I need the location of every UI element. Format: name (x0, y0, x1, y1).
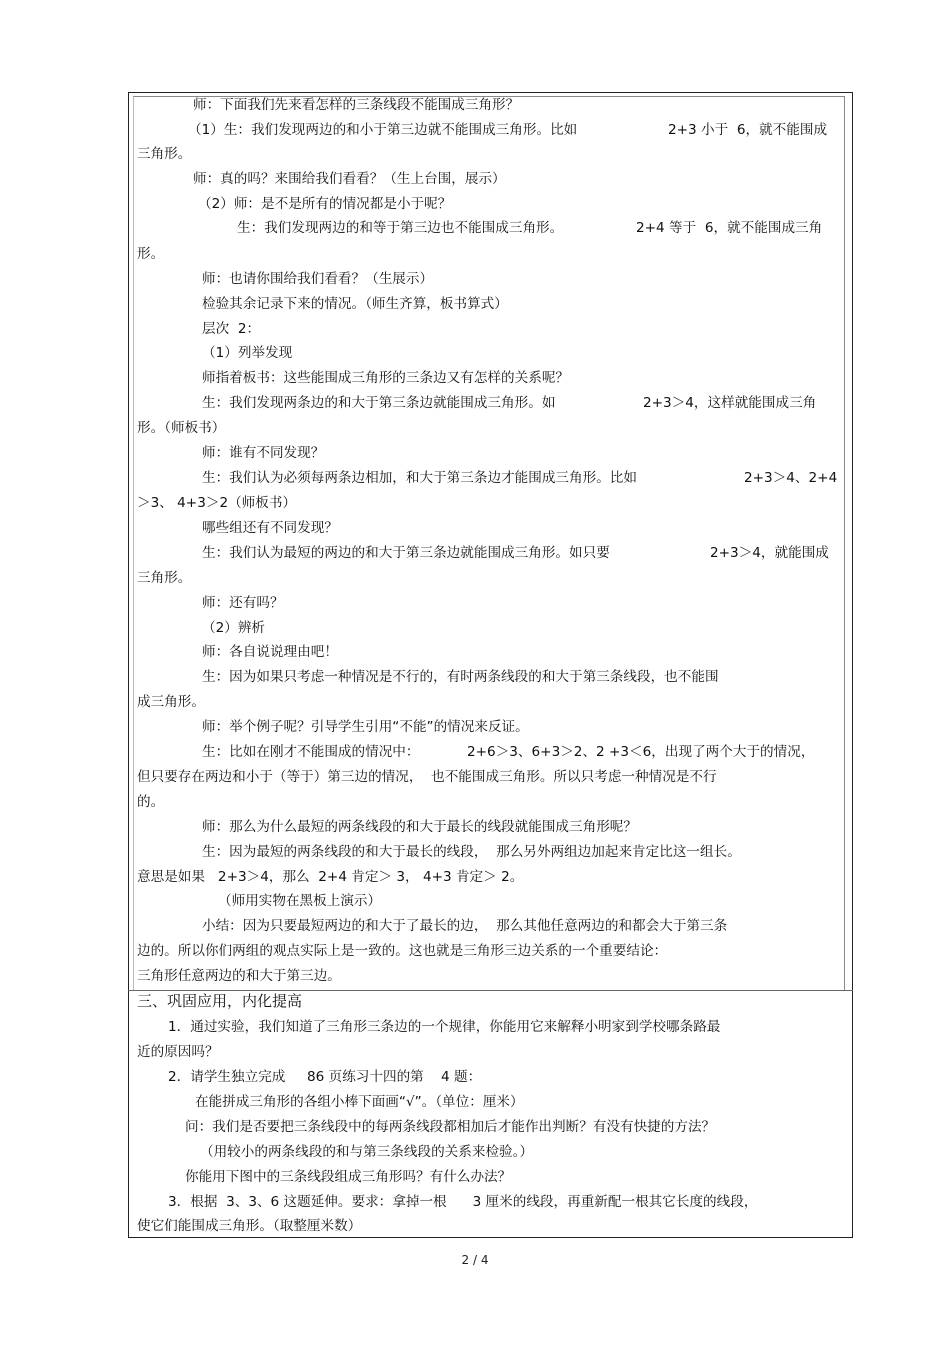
text-line: 2．请学生独立完成 86 页练习十四的第 4 题： (168, 1069, 482, 1085)
section-heading: 三、巩固应用，内化提高 (137, 992, 303, 1010)
text-line: 三角形。 (137, 570, 192, 586)
text-line: 师指着板书：这些能围成三角形的三条边又有怎样的关系呢？ (202, 370, 570, 386)
text-line: 2+3＞4、2+4 (744, 470, 838, 486)
text-line: 生：我们发现两条边的和大于第三条边就能围成三角形。如 (202, 395, 556, 411)
text-line: 在能拼成三角形的各组小棒下面画“√”。（单位：厘米） (195, 1094, 524, 1110)
text-line: 1．通过实验，我们知道了三角形三条边的一个规律，你能用它来解释小明家到学校哪条路最 (168, 1019, 721, 1035)
text-line: 哪些组还有不同发现？ (202, 520, 338, 536)
text-line: 三角形。 (137, 146, 192, 162)
text-line: 成三角形。 (137, 694, 205, 710)
text-line: 2+3 小于 6，就不能围成 (668, 122, 828, 138)
text-line: （2）师：是不是所有的情况都是小于呢？ (198, 196, 452, 212)
text-line: 2+6＞3、6+3＞2、2 +3＜6，出现了两个大于的情况， (467, 744, 815, 760)
text-line: 师：谁有不同发现？ (202, 445, 325, 461)
text-line: 形。 (137, 246, 165, 262)
text-line: 2+4 等于 6，就不能围成三角 (636, 220, 823, 236)
text-line: 生：我们认为必须每两条边相加，和大于第三条边才能围成三角形。比如 (202, 470, 637, 486)
text-line: 3．根据 3、3、6 这题延伸。要求：拿掉一根 3 厘米的线段，再重新配一根其它长度的线段， (168, 1194, 758, 1210)
text-line: （1）列举发现 (202, 345, 293, 361)
text-line: （师用实物在黑板上演示） (218, 893, 382, 909)
text-line: 师：真的吗？来围给我们看看？（生上台围，展示） (193, 171, 506, 187)
text-line: 师：那么为什么最短的两条线段的和大于最长的线段就能围成三角形呢？ (202, 819, 637, 835)
text-line: 师：举个例子呢？引导学生引用“不能”的情况来反证。 (202, 719, 529, 735)
text-line: 的。 (137, 794, 165, 810)
text-line: 2+3＞4，就能围成 (710, 545, 829, 561)
text-line: 意思是如果 2+3＞4，那么 2+4 肯定＞ 3， 4+3 肯定＞ 2。 (137, 869, 524, 885)
text-line: 使它们能围成三角形。（取整厘米数） (137, 1218, 362, 1234)
text-line: 师：还有吗？ (202, 595, 284, 611)
text-line: 形。（师板书） (137, 420, 226, 436)
text-line: 生：因为最短的两条线段的和大于最长的线段， 那么另外两组边加起来肯定比这一组长。 (202, 844, 741, 860)
text-line: 三角形任意两边的和大于第三边。 (137, 968, 341, 984)
text-line: 检验其余记录下来的情况。（师生齐算，板书算式） (202, 296, 508, 312)
text-line: 生：比如在刚才不能围成的情况中： (202, 744, 420, 760)
text-line: 层次 2： (202, 321, 261, 337)
text-line: （2）辨析 (202, 620, 266, 636)
text-line: 你能用下图中的三条线段组成三角形吗？有什么办法？ (185, 1169, 512, 1185)
text-line: 生：我们发现两边的和等于第三边也不能围成三角形。 (237, 220, 564, 236)
text-line: ＞3、 4+3＞2（师板书） (137, 495, 297, 511)
text-line: （用较小的两条线段的和与第三条线段的关系来检验。） (200, 1144, 534, 1160)
text-line: 生：因为如果只考虑一种情况是不行的，有时两条线段的和大于第三条线段，也不能围 (202, 669, 719, 685)
text-line: 2+3＞4，这样就能围成三角 (643, 395, 817, 411)
text-line: 生：我们认为最短的两边的和大于第三条边就能围成三角形。如只要 (202, 545, 610, 561)
text-line: 但只要存在两边和小于（等于）第三边的情况， 也不能围成三角形。所以只考虑一种情况是不行 (137, 769, 717, 785)
text-line: 边的。所以你们两组的观点实际上是一致的。这也就是三角形三边关系的一个重要结论： (137, 943, 668, 959)
text-line: （1）生：我们发现两边的和小于第三边就不能围成三角形。比如 (188, 122, 578, 138)
text-line: 小结：因为只要最短两边的和大于了最长的边， 那么其他任意两边的和都会大于第三条 (202, 918, 728, 934)
page-number: 2 / 4 (461, 1253, 489, 1267)
text-line: 问：我们是否要把三条线段中的每两条线段都相加后才能作出判断？有没有快捷的方法？ (185, 1119, 716, 1135)
text-line: 师：下面我们先来看怎样的三条线段不能围成三角形？ (193, 97, 520, 113)
text-line: 师：各自说说理由吧！ (202, 644, 338, 660)
row-separator (128, 990, 853, 991)
text-line: 近的原因吗？ (137, 1044, 219, 1060)
text-line: 师：也请你围给我们看看？（生展示） (202, 271, 434, 287)
